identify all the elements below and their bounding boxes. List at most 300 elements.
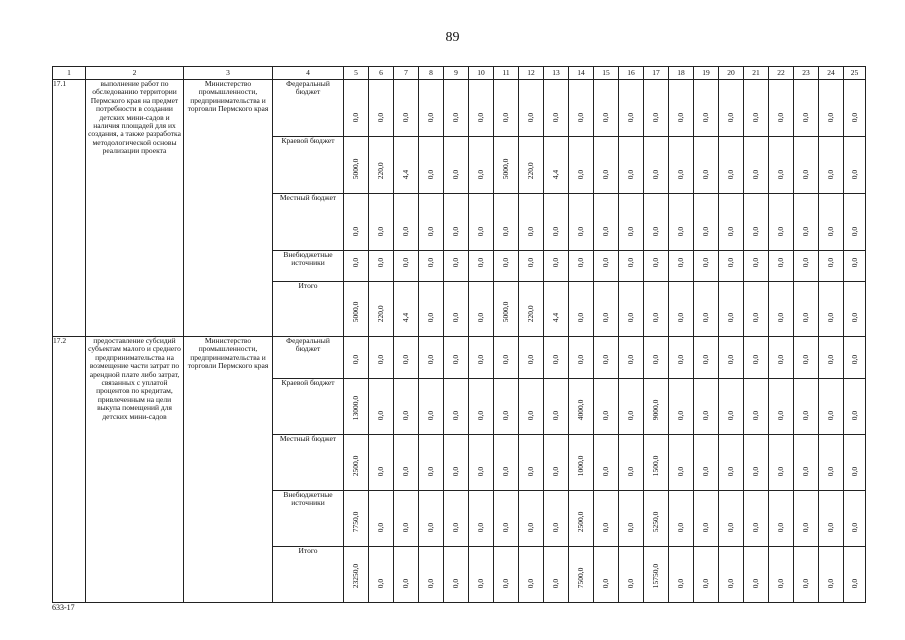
cell-value: 0,0 — [425, 312, 435, 322]
value-cell — [444, 547, 469, 603]
cell-value: 5000,0 — [350, 158, 360, 179]
value-cell — [419, 337, 444, 379]
cell-value: 0,0 — [675, 578, 685, 588]
cell-value: 0,0 — [650, 169, 660, 179]
cell-value: 0,0 — [800, 169, 810, 179]
value-cell — [844, 547, 866, 603]
column-number: 6 — [369, 67, 394, 80]
value-cell — [594, 491, 619, 547]
cell-value: 1000,0 — [575, 455, 585, 476]
cell-value: 0,0 — [849, 522, 859, 532]
cell-value: 0,0 — [750, 312, 760, 322]
cell-value: 0,0 — [525, 578, 535, 588]
value-cell — [469, 137, 494, 194]
cell-value: 0,0 — [425, 257, 435, 267]
cell-value: 0,0 — [675, 169, 685, 179]
value-cell — [694, 251, 719, 282]
column-number-row — [53, 67, 866, 80]
cell-value: 0,0 — [650, 312, 660, 322]
cell-value: 0,0 — [400, 226, 410, 236]
cell-value: 0,0 — [500, 257, 510, 267]
value-cell — [694, 379, 719, 435]
cell-value: 0,0 — [450, 466, 460, 476]
column-number: 17 — [644, 67, 669, 80]
value-cell — [694, 435, 719, 491]
value-cell — [819, 282, 844, 337]
cell-value: 0,0 — [800, 354, 810, 364]
value-cell — [394, 337, 419, 379]
value-cell — [719, 251, 744, 282]
value-cell — [569, 547, 594, 603]
value-cell — [519, 282, 544, 337]
value-cell — [544, 251, 569, 282]
cell-value: 2500,0 — [575, 511, 585, 532]
value-cell — [544, 337, 569, 379]
cell-value: 0,0 — [700, 578, 710, 588]
value-cell — [519, 251, 544, 282]
value-cell — [769, 80, 794, 137]
value-cell — [394, 80, 419, 137]
cell-value: 0,0 — [849, 410, 859, 420]
value-cell — [544, 435, 569, 491]
cell-value: 0,0 — [675, 522, 685, 532]
cell-value: 0,0 — [500, 112, 510, 122]
value-cell — [594, 337, 619, 379]
value-cell — [619, 282, 644, 337]
value-cell — [819, 80, 844, 137]
cell-value: 5000,0 — [350, 301, 360, 322]
cell-value: 0,0 — [825, 257, 835, 267]
column-number: 23 — [794, 67, 819, 80]
value-cell — [619, 251, 644, 282]
cell-value: 0,0 — [775, 522, 785, 532]
cell-value: 0,0 — [700, 522, 710, 532]
value-cell — [569, 251, 594, 282]
cell-value: 0,0 — [700, 354, 710, 364]
cell-value: 2500,0 — [350, 455, 360, 476]
value-cell — [794, 547, 819, 603]
funding-source: Итого — [273, 282, 344, 337]
column-number: 19 — [694, 67, 719, 80]
value-cell — [344, 80, 369, 137]
cell-value: 0,0 — [825, 112, 835, 122]
value-cell — [594, 251, 619, 282]
cell-value: 0,0 — [500, 226, 510, 236]
value-cell — [719, 282, 744, 337]
cell-value: 0,0 — [625, 410, 635, 420]
value-cell — [744, 282, 769, 337]
value-cell — [744, 337, 769, 379]
value-cell — [394, 379, 419, 435]
cell-value: 220,0 — [525, 304, 535, 322]
value-cell — [719, 80, 744, 137]
value-cell — [669, 282, 694, 337]
value-cell — [369, 337, 394, 379]
value-cell — [669, 80, 694, 137]
value-cell — [619, 137, 644, 194]
cell-value: 0,0 — [650, 226, 660, 236]
cell-value: 0,0 — [400, 522, 410, 532]
value-cell — [519, 194, 544, 251]
cell-value: 5250,0 — [650, 511, 660, 532]
cell-value: 0,0 — [600, 522, 610, 532]
cell-value: 0,0 — [575, 257, 585, 267]
value-cell — [719, 491, 744, 547]
value-cell — [669, 194, 694, 251]
value-cell — [669, 491, 694, 547]
cell-value: 0,0 — [849, 226, 859, 236]
cell-value: 0,0 — [525, 522, 535, 532]
cell-value: 0,0 — [425, 226, 435, 236]
value-cell — [369, 251, 394, 282]
value-cell — [819, 137, 844, 194]
cell-value: 0,0 — [750, 466, 760, 476]
cell-value: 0,0 — [400, 257, 410, 267]
value-cell — [419, 547, 444, 603]
cell-value: 0,0 — [525, 226, 535, 236]
cell-value: 0,0 — [425, 466, 435, 476]
value-cell — [469, 80, 494, 137]
cell-value: 0,0 — [775, 578, 785, 588]
column-number: 15 — [594, 67, 619, 80]
value-cell — [744, 137, 769, 194]
cell-value: 0,0 — [849, 112, 859, 122]
table-row — [53, 80, 866, 137]
value-cell — [394, 547, 419, 603]
value-cell — [344, 547, 369, 603]
cell-value: 0,0 — [475, 226, 485, 236]
column-number: 21 — [744, 67, 769, 80]
cell-value: 0,0 — [675, 112, 685, 122]
value-cell — [369, 80, 394, 137]
value-cell — [669, 435, 694, 491]
cell-value: 4000,0 — [575, 399, 585, 420]
value-cell — [719, 379, 744, 435]
value-cell — [619, 194, 644, 251]
cell-value: 0,0 — [725, 226, 735, 236]
value-cell — [544, 547, 569, 603]
value-cell — [494, 80, 519, 137]
cell-value: 13000,0 — [350, 395, 360, 420]
cell-value: 0,0 — [525, 112, 535, 122]
cell-value: 0,0 — [650, 112, 660, 122]
cell-value: 4,4 — [550, 312, 560, 322]
value-cell — [769, 251, 794, 282]
cell-value: 4,4 — [550, 169, 560, 179]
cell-value: 0,0 — [625, 169, 635, 179]
value-cell — [694, 194, 719, 251]
value-cell — [369, 379, 394, 435]
value-cell — [794, 194, 819, 251]
cell-value: 0,0 — [550, 257, 560, 267]
value-cell — [769, 435, 794, 491]
value-cell — [619, 337, 644, 379]
cell-value: 0,0 — [750, 578, 760, 588]
cell-value: 0,0 — [800, 257, 810, 267]
cell-value: 0,0 — [475, 257, 485, 267]
cell-value: 0,0 — [800, 578, 810, 588]
cell-value: 0,0 — [600, 169, 610, 179]
value-cell — [719, 337, 744, 379]
value-cell — [819, 435, 844, 491]
cell-value: 4,4 — [400, 169, 410, 179]
cell-value: 0,0 — [475, 522, 485, 532]
cell-value: 0,0 — [550, 112, 560, 122]
cell-value: 0,0 — [400, 578, 410, 588]
value-cell — [344, 435, 369, 491]
value-cell — [619, 435, 644, 491]
cell-value: 0,0 — [600, 354, 610, 364]
value-cell — [644, 379, 669, 435]
value-cell — [569, 435, 594, 491]
cell-value: 0,0 — [400, 466, 410, 476]
funding-source: Местный бюджет — [273, 435, 344, 491]
value-cell — [494, 491, 519, 547]
value-cell — [544, 80, 569, 137]
value-cell — [494, 251, 519, 282]
value-cell — [394, 435, 419, 491]
column-number: 4 — [273, 67, 344, 80]
value-cell — [344, 282, 369, 337]
cell-value: 0,0 — [350, 112, 360, 122]
cell-value: 0,0 — [450, 312, 460, 322]
value-cell — [444, 282, 469, 337]
cell-value: 0,0 — [849, 578, 859, 588]
value-cell — [844, 379, 866, 435]
funding-source: Внебюджетные источники — [273, 251, 344, 282]
value-cell — [694, 337, 719, 379]
value-cell — [694, 491, 719, 547]
cell-value: 0,0 — [650, 257, 660, 267]
cell-value: 0,0 — [400, 410, 410, 420]
funding-source: Внебюджетные источники — [273, 491, 344, 547]
value-cell — [794, 80, 819, 137]
cell-value: 5000,0 — [500, 301, 510, 322]
value-cell — [444, 251, 469, 282]
value-cell — [394, 251, 419, 282]
cell-value: 0,0 — [525, 410, 535, 420]
cell-value: 0,0 — [575, 112, 585, 122]
value-cell — [794, 137, 819, 194]
cell-value: 0,0 — [775, 257, 785, 267]
value-cell — [519, 379, 544, 435]
value-cell — [369, 194, 394, 251]
cell-value: 0,0 — [750, 522, 760, 532]
funding-source: Краевой бюджет — [273, 379, 344, 435]
cell-value: 0,0 — [625, 522, 635, 532]
cell-value: 0,0 — [375, 522, 385, 532]
value-cell — [494, 435, 519, 491]
cell-value: 0,0 — [450, 354, 460, 364]
cell-value: 0,0 — [825, 226, 835, 236]
cell-value: 0,0 — [475, 169, 485, 179]
value-cell — [694, 282, 719, 337]
cell-value: 0,0 — [849, 466, 859, 476]
value-cell — [719, 137, 744, 194]
column-number: 7 — [394, 67, 419, 80]
cell-value: 0,0 — [450, 169, 460, 179]
value-cell — [519, 491, 544, 547]
value-cell — [819, 194, 844, 251]
value-cell — [794, 379, 819, 435]
cell-value: 0,0 — [450, 226, 460, 236]
cell-value: 0,0 — [625, 226, 635, 236]
cell-value: 0,0 — [475, 410, 485, 420]
cell-value: 0,0 — [700, 112, 710, 122]
value-cell — [394, 491, 419, 547]
value-cell — [744, 435, 769, 491]
cell-value: 0,0 — [350, 354, 360, 364]
cell-value: 0,0 — [475, 578, 485, 588]
value-cell — [644, 194, 669, 251]
value-cell — [669, 379, 694, 435]
cell-value: 0,0 — [375, 257, 385, 267]
table-row — [53, 337, 866, 379]
cell-value: 0,0 — [550, 522, 560, 532]
value-cell — [794, 435, 819, 491]
value-cell — [369, 435, 394, 491]
cell-value: 0,0 — [450, 522, 460, 532]
value-cell — [569, 194, 594, 251]
column-number: 18 — [669, 67, 694, 80]
cell-value: 0,0 — [500, 578, 510, 588]
value-cell — [569, 379, 594, 435]
value-cell — [844, 435, 866, 491]
cell-value: 0,0 — [700, 312, 710, 322]
cell-value: 0,0 — [450, 112, 460, 122]
value-cell — [844, 282, 866, 337]
cell-value: 0,0 — [375, 112, 385, 122]
cell-value: 0,0 — [625, 257, 635, 267]
cell-value: 0,0 — [775, 226, 785, 236]
value-cell — [494, 282, 519, 337]
cell-value: 4,4 — [400, 312, 410, 322]
measure-description: выполнение работ по обследованию территории Пермского края на предмет потребности в создании детских мини-садов и наличия площадей для их создания, а также разработка методологической основы реализации проекта — [86, 80, 184, 337]
value-cell — [769, 337, 794, 379]
cell-value: 0,0 — [775, 354, 785, 364]
value-cell — [419, 251, 444, 282]
value-cell — [644, 435, 669, 491]
cell-value: 0,0 — [550, 354, 560, 364]
cell-value: 0,0 — [725, 466, 735, 476]
value-cell — [794, 282, 819, 337]
cell-value: 0,0 — [849, 169, 859, 179]
cell-value: 0,0 — [725, 354, 735, 364]
value-cell — [769, 491, 794, 547]
cell-value: 0,0 — [425, 354, 435, 364]
cell-value: 0,0 — [825, 312, 835, 322]
value-cell — [469, 194, 494, 251]
cell-value: 0,0 — [775, 312, 785, 322]
value-cell — [569, 80, 594, 137]
cell-value: 0,0 — [525, 466, 535, 476]
value-cell — [469, 282, 494, 337]
value-cell — [394, 137, 419, 194]
column-number: 22 — [769, 67, 794, 80]
executor: Министерство промышленности, предпринимательства и торговли Пермского края — [184, 337, 273, 603]
cell-value: 23250,0 — [350, 563, 360, 588]
value-cell — [744, 547, 769, 603]
value-cell — [819, 547, 844, 603]
value-cell — [719, 547, 744, 603]
cell-value: 0,0 — [750, 169, 760, 179]
cell-value: 0,0 — [600, 257, 610, 267]
value-cell — [419, 379, 444, 435]
cell-value: 0,0 — [725, 169, 735, 179]
value-cell — [619, 80, 644, 137]
cell-value: 0,0 — [849, 312, 859, 322]
cell-value: 0,0 — [500, 410, 510, 420]
value-cell — [344, 137, 369, 194]
cell-value: 0,0 — [849, 257, 859, 267]
cell-value: 0,0 — [550, 410, 560, 420]
value-cell — [469, 435, 494, 491]
cell-value: 5000,0 — [500, 158, 510, 179]
value-cell — [644, 282, 669, 337]
cell-value: 0,0 — [750, 354, 760, 364]
value-cell — [794, 337, 819, 379]
cell-value: 0,0 — [550, 466, 560, 476]
cell-value: 0,0 — [375, 354, 385, 364]
value-cell — [644, 547, 669, 603]
row-number: 17.1 — [53, 80, 86, 337]
value-cell — [494, 194, 519, 251]
value-cell — [419, 137, 444, 194]
value-cell — [544, 282, 569, 337]
column-number: 25 — [844, 67, 866, 80]
cell-value: 9000,0 — [650, 399, 660, 420]
value-cell — [569, 137, 594, 194]
value-cell — [769, 137, 794, 194]
cell-value: 0,0 — [725, 410, 735, 420]
cell-value: 7750,0 — [350, 511, 360, 532]
value-cell — [594, 379, 619, 435]
cell-value: 0,0 — [525, 257, 535, 267]
cell-value: 0,0 — [725, 257, 735, 267]
value-cell — [594, 547, 619, 603]
cell-value: 0,0 — [475, 112, 485, 122]
value-cell — [444, 194, 469, 251]
document-code: 633-17 — [52, 603, 75, 612]
cell-value: 0,0 — [375, 410, 385, 420]
cell-value: 0,0 — [625, 312, 635, 322]
value-cell — [494, 337, 519, 379]
cell-value: 0,0 — [500, 522, 510, 532]
value-cell — [494, 137, 519, 194]
cell-value: 220,0 — [375, 304, 385, 322]
value-cell — [344, 194, 369, 251]
cell-value: 0,0 — [825, 522, 835, 532]
value-cell — [519, 547, 544, 603]
cell-value: 0,0 — [800, 466, 810, 476]
value-cell — [419, 194, 444, 251]
cell-value: 0,0 — [600, 410, 610, 420]
value-cell — [344, 491, 369, 547]
cell-value: 0,0 — [550, 578, 560, 588]
value-cell — [544, 379, 569, 435]
value-cell — [444, 337, 469, 379]
value-cell — [694, 547, 719, 603]
cell-value: 0,0 — [575, 169, 585, 179]
value-cell — [469, 379, 494, 435]
value-cell — [569, 282, 594, 337]
value-cell — [419, 491, 444, 547]
cell-value: 15750,0 — [650, 563, 660, 588]
cell-value: 0,0 — [575, 226, 585, 236]
cell-value: 0,0 — [775, 112, 785, 122]
column-number: 12 — [519, 67, 544, 80]
value-cell — [369, 137, 394, 194]
